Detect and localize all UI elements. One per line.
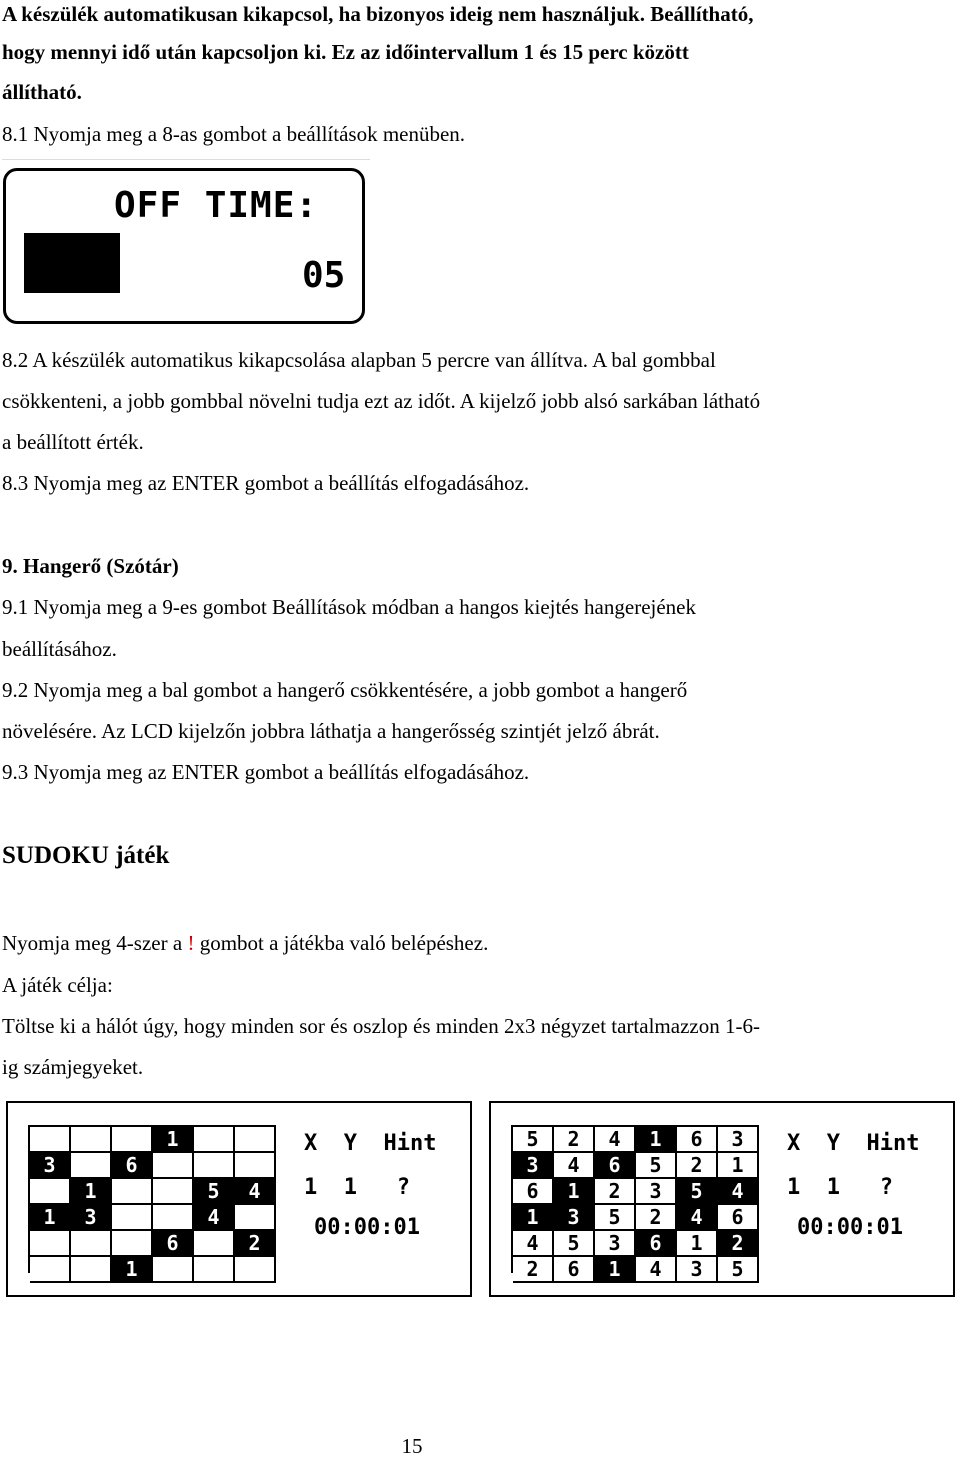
- sudoku-cell[interactable]: [194, 1153, 235, 1179]
- page-number: 15: [401, 1434, 423, 1458]
- sudoku-cell[interactable]: 2: [595, 1179, 636, 1205]
- sudoku-cell[interactable]: 1: [513, 1205, 554, 1231]
- sudoku-cell[interactable]: [235, 1127, 276, 1153]
- sudoku-screen-start: [6, 1101, 472, 1297]
- sudoku-cell[interactable]: 2: [677, 1153, 718, 1179]
- offtime-title: OFF TIME:: [114, 185, 319, 226]
- sudoku-grid-cells: [513, 1127, 759, 1281]
- sudoku-cell[interactable]: 6: [513, 1179, 554, 1205]
- sudoku-cell[interactable]: [194, 1257, 235, 1283]
- paragraph-line: [2, 931, 488, 955]
- sudoku-cell[interactable]: 6: [595, 1153, 636, 1179]
- sudoku-cell[interactable]: 2: [718, 1231, 759, 1257]
- sudoku-cell[interactable]: [112, 1127, 153, 1153]
- sudoku-heading: SUDOKU játék: [2, 842, 170, 869]
- sudoku-cell[interactable]: [30, 1179, 71, 1205]
- paragraph-line: 8.1 Nyomja meg a 8-as gombot a beállítások menüben.: [2, 122, 466, 146]
- sudoku-cell[interactable]: 3: [513, 1153, 554, 1179]
- sudoku-cell[interactable]: 4: [554, 1153, 595, 1179]
- sudoku-cell[interactable]: [194, 1127, 235, 1153]
- sudoku-cell[interactable]: 5: [718, 1257, 759, 1283]
- sudoku-cell[interactable]: 4: [235, 1179, 276, 1205]
- sudoku-cell[interactable]: 1: [71, 1179, 112, 1205]
- offtime-lcd-display: [3, 168, 365, 324]
- sudoku-cell[interactable]: 2: [235, 1231, 276, 1257]
- paragraph-line: állítható.: [2, 80, 82, 104]
- section-heading: 9. Hangerő (Szótár): [2, 554, 179, 578]
- sudoku-cell[interactable]: 1: [30, 1205, 71, 1231]
- sudoku-cell[interactable]: [235, 1257, 276, 1283]
- text-part: gombot a játékba való belépéshez.: [194, 931, 489, 955]
- paragraph-line: 8.2 A készülék automatikus kikapcsolása alapban 5 percre van állítva. A bal gombbal: [2, 348, 716, 372]
- game-timer: 00:00:01: [797, 1215, 903, 1240]
- sudoku-cell[interactable]: [235, 1205, 276, 1231]
- divider: [2, 159, 370, 160]
- paragraph-line: növelésére. Az LCD kijelzőn jobbra láthatja a hangerősség szintjét jelző ábrát.: [2, 719, 660, 743]
- sudoku-cell[interactable]: 5: [677, 1179, 718, 1205]
- sudoku-cell[interactable]: [71, 1127, 112, 1153]
- sudoku-cell[interactable]: [71, 1231, 112, 1257]
- game-timer: 00:00:01: [314, 1215, 420, 1240]
- sudoku-cell[interactable]: 3: [718, 1127, 759, 1153]
- sudoku-cell[interactable]: 5: [554, 1231, 595, 1257]
- sudoku-cell[interactable]: [235, 1153, 276, 1179]
- sudoku-cell[interactable]: [194, 1231, 235, 1257]
- coordinate-values: 1 1 ?: [304, 1175, 410, 1200]
- sudoku-cell[interactable]: 4: [636, 1257, 677, 1283]
- paragraph-line: hogy mennyi idő után kapcsoljon ki. Ez az időintervallum 1 és 15 perc között: [2, 40, 689, 64]
- paragraph-line: csökkenteni, a jobb gombbal növelni tudja ezt az időt. A kijelző jobb alsó sarkában látható: [2, 389, 761, 413]
- sudoku-cell[interactable]: [153, 1153, 194, 1179]
- sudoku-cell[interactable]: 3: [595, 1231, 636, 1257]
- sudoku-cell[interactable]: 6: [718, 1205, 759, 1231]
- sudoku-cell[interactable]: 3: [677, 1257, 718, 1283]
- sudoku-cell[interactable]: 4: [595, 1127, 636, 1153]
- sudoku-cell[interactable]: [30, 1257, 71, 1283]
- paragraph-line: 9.2 Nyomja meg a bal gombot a hangerő csökkentésére, a jobb gombot a hangerő: [2, 678, 688, 702]
- paragraph-line: 8.3 Nyomja meg az ENTER gombot a beállítás elfogadásához.: [2, 471, 530, 495]
- sudoku-cell[interactable]: 3: [636, 1179, 677, 1205]
- sudoku-cell[interactable]: 2: [513, 1257, 554, 1283]
- sudoku-cell[interactable]: 1: [554, 1179, 595, 1205]
- sudoku-screen-solved: [489, 1101, 955, 1297]
- sudoku-cell[interactable]: [112, 1205, 153, 1231]
- sudoku-cell[interactable]: 1: [112, 1257, 153, 1283]
- sudoku-cell[interactable]: 6: [677, 1127, 718, 1153]
- sudoku-cell[interactable]: 4: [677, 1205, 718, 1231]
- paragraph-line: beállításához.: [2, 637, 117, 661]
- sudoku-cell[interactable]: 2: [554, 1127, 595, 1153]
- sudoku-cell[interactable]: 6: [636, 1231, 677, 1257]
- sudoku-cell[interactable]: 1: [718, 1153, 759, 1179]
- sudoku-cell[interactable]: [71, 1153, 112, 1179]
- sudoku-cell[interactable]: 5: [636, 1153, 677, 1179]
- sudoku-cell[interactable]: [112, 1231, 153, 1257]
- sudoku-cell[interactable]: 3: [30, 1153, 71, 1179]
- sudoku-cell[interactable]: [153, 1179, 194, 1205]
- coordinate-header: X Y Hint: [787, 1131, 920, 1156]
- sudoku-cell[interactable]: 1: [636, 1127, 677, 1153]
- paragraph-line: a beállított érték.: [2, 430, 144, 454]
- sudoku-cell[interactable]: 4: [718, 1179, 759, 1205]
- sudoku-cell[interactable]: [30, 1231, 71, 1257]
- sudoku-cell[interactable]: 5: [513, 1127, 554, 1153]
- sudoku-grid-cells: [30, 1127, 276, 1281]
- sudoku-grid: [511, 1125, 759, 1281]
- sudoku-cell[interactable]: 5: [595, 1205, 636, 1231]
- sudoku-cell[interactable]: 1: [153, 1127, 194, 1153]
- sudoku-cell[interactable]: 1: [677, 1231, 718, 1257]
- sudoku-cell[interactable]: 6: [554, 1257, 595, 1283]
- sudoku-cell[interactable]: [71, 1257, 112, 1283]
- sudoku-cell[interactable]: 2: [636, 1205, 677, 1231]
- paragraph-line: A játék célja:: [2, 973, 113, 997]
- paragraph-line: 9.3 Nyomja meg az ENTER gombot a beállítás elfogadásához.: [2, 760, 530, 784]
- paragraph-line: ig számjegyeket.: [2, 1055, 144, 1079]
- sudoku-cell[interactable]: 3: [71, 1205, 112, 1231]
- sudoku-cell[interactable]: 1: [595, 1257, 636, 1283]
- paragraph-line: A készülék automatikusan kikapcsol, ha bizonyos ideig nem használjuk. Beállítható,: [2, 2, 754, 26]
- sudoku-cell[interactable]: [153, 1205, 194, 1231]
- sudoku-cell[interactable]: 6: [153, 1231, 194, 1257]
- paragraph-line: Töltse ki a hálót úgy, hogy minden sor és oszlop és minden 2x3 négyzet tartalmazzon 1-6-: [2, 1014, 760, 1038]
- sudoku-cell[interactable]: 5: [194, 1179, 235, 1205]
- sudoku-cell[interactable]: 4: [513, 1231, 554, 1257]
- sudoku-cell[interactable]: 6: [112, 1153, 153, 1179]
- exclamation-key-symbol: !: [187, 931, 195, 955]
- sudoku-cell[interactable]: 4: [194, 1205, 235, 1231]
- offtime-value: 05: [302, 255, 346, 296]
- coordinate-values: 1 1 ?: [787, 1175, 893, 1200]
- sudoku-grid: [28, 1125, 276, 1281]
- lcd-block-indicator: [24, 233, 120, 293]
- coordinate-header: X Y Hint: [304, 1131, 437, 1156]
- sudoku-cell[interactable]: [30, 1127, 71, 1153]
- sudoku-cell[interactable]: [112, 1179, 153, 1205]
- sudoku-cell[interactable]: [153, 1257, 194, 1283]
- sudoku-cell[interactable]: 3: [554, 1205, 595, 1231]
- text-part: Nyomja meg 4-szer a: [2, 931, 188, 955]
- paragraph-line: 9.1 Nyomja meg a 9-es gombot Beállítások módban a hangos kiejtés hangerejének: [2, 595, 696, 619]
